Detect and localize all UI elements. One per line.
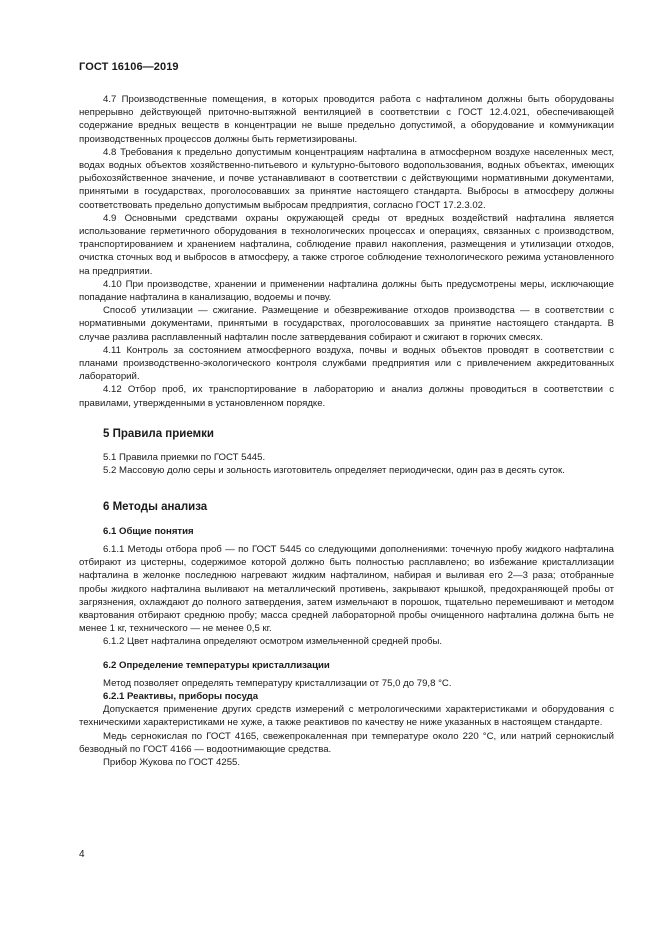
- paragraph-4-7: 4.7 Производственные помещения, в которых проводится работа с нафталином должны быть оборудованы непрерывно действующей приточно-вытяжной вентиляцией в соответствии с ГОСТ 12.4.021, обеспечивающей содержание вредных веществ в концентрации не выше предельно допустимой, а оборудование и коммуникации производственных процессов должны быть герметизированы.: [79, 94, 614, 145]
- page-content: [79, 93, 614, 769]
- paragraph-6-2-intro: Метод позволяет определять температуру кристаллизации от 75,0 до 79,8 °С.: [103, 677, 452, 689]
- paragraph-4-10: 4.10 При производстве, хранении и применении нафталина должны быть предусмотрены меры, исключающие попадание нафталина в канализацию, водоемы и почву.: [79, 278, 614, 304]
- section-6-2-heading: 6.2 Определение температуры кристаллизации: [103, 659, 330, 671]
- section-6-heading: 6 Методы анализа: [103, 501, 208, 514]
- page-number: 4: [79, 849, 85, 860]
- paragraph-disposal: Способ утилизации — сжигание. Размещение и обезвреживание отходов производства — в соответствии с нормативными документами, принятыми в государствах, проголосовавших за принятие настоящего стандарта. В случае разлива расплавленный нафталин после затвердевания собирают и сжигают в горючих смесях.: [79, 305, 614, 343]
- section-6-2-1-heading: 6.2.1 Реактивы, приборы посуда: [103, 690, 259, 702]
- paragraph-6-2-1-a: Допускается применение других средств измерений с метрологическими характеристиками и оборудования с техническими характеристиками не хуже, а также реактивов по качеству не ниже указанных в настоящем стандарте.: [79, 704, 614, 729]
- document-code: ГОСТ 16106—2019: [79, 61, 179, 73]
- paragraph-6-2-1-b: Медь сернокислая по ГОСТ 4165, свежепрокаленная при температуре около 220 °С, или натрий сернокислый безводный по ГОСТ 4166 — водоотнимающие средства.: [79, 730, 614, 755]
- paragraph-4-12: 4.12 Отбор проб, их транспортирование в лабораторию и анализ должны проводиться в соответствии с правилами, утвержденными в установленном порядке.: [79, 384, 614, 409]
- section-6-1-heading: 6.1 Общие понятия: [103, 525, 194, 537]
- paragraph-5-2: 5.2 Массовую долю серы и зольность изготовитель определяет периодически, один раз в десять суток.: [103, 465, 565, 477]
- paragraph-6-2-1-c: Прибор Жукова по ГОСТ 4255.: [103, 756, 241, 768]
- section-5-heading: 5 Правила приемки: [103, 427, 214, 440]
- paragraph-5-1: 5.1 Правила приемки по ГОСТ 5445.: [103, 452, 266, 464]
- paragraph-4-8: 4.8 Требования к предельно допустимым концентрациям нафталина в атмосферном воздухе населенных мест, водах водных объектов хозяйственно-питьевого и культурно-бытового водопользования, водных объектах, имеющих рыбохозяйственное значение, и почве устанавливают в соответствии с действующими нормативными документами, принятыми в государствах, проголосовавших за принятие настоящего стандарта. Выбросы в атмосферу должны соответствовать предельно допустимым выбросам предприятия, согласно ГОСТ 17.2.3.02.: [79, 146, 614, 211]
- paragraph-6-1-2: 6.1.2 Цвет нафталина определяют осмотром измельченной средней пробы.: [103, 636, 443, 648]
- paragraph-6-1-1: 6.1.1 Методы отбора проб — по ГОСТ 5445 со следующими дополнениями: точечную пробу жидкого нафталина отбирают из цистерны, содержимое которой должно быть полностью расплавлено; во избежание кристаллизации нафталина в желонке последнюю нагревают жидким нафталином, набирая и выливая его 2—3 раза; отобранные пробы жидкого нафталина выливают на металлический противень, закрывают крышкой, предохраняющей пробы от загрязнения, охлаждают до полного затвердения, затем измельчают в порошок, тщательно перемешивают и методом квартования отбирают среднюю пробу; масса средней лабораторной пробы очищенного нафталина должна быть не менее 1 кг, технического — не менее 0,5 кг.: [79, 543, 614, 635]
- paragraph-4-9: 4.9 Основными средствами охраны окружающей среды от вредных воздействий нафталина является использование герметичного оборудования в технологических процессах и операциях, связанных с производством, транспортированием и хранением нафталина, соблюдение правил накопления, размещения и утилизации отходов, очистка сточных вод и выбросов в атмосферу, а также строгое соблюдение технологического режима установленного на предприятии.: [79, 212, 614, 277]
- paragraph-4-11: 4.11 Контроль за состоянием атмосферного воздуха, почвы и водных объектов проводят в соответствии с планами производственно-экологического контроля службами предприятия или с привлечением аккредитованных лабораторий.: [79, 344, 614, 383]
